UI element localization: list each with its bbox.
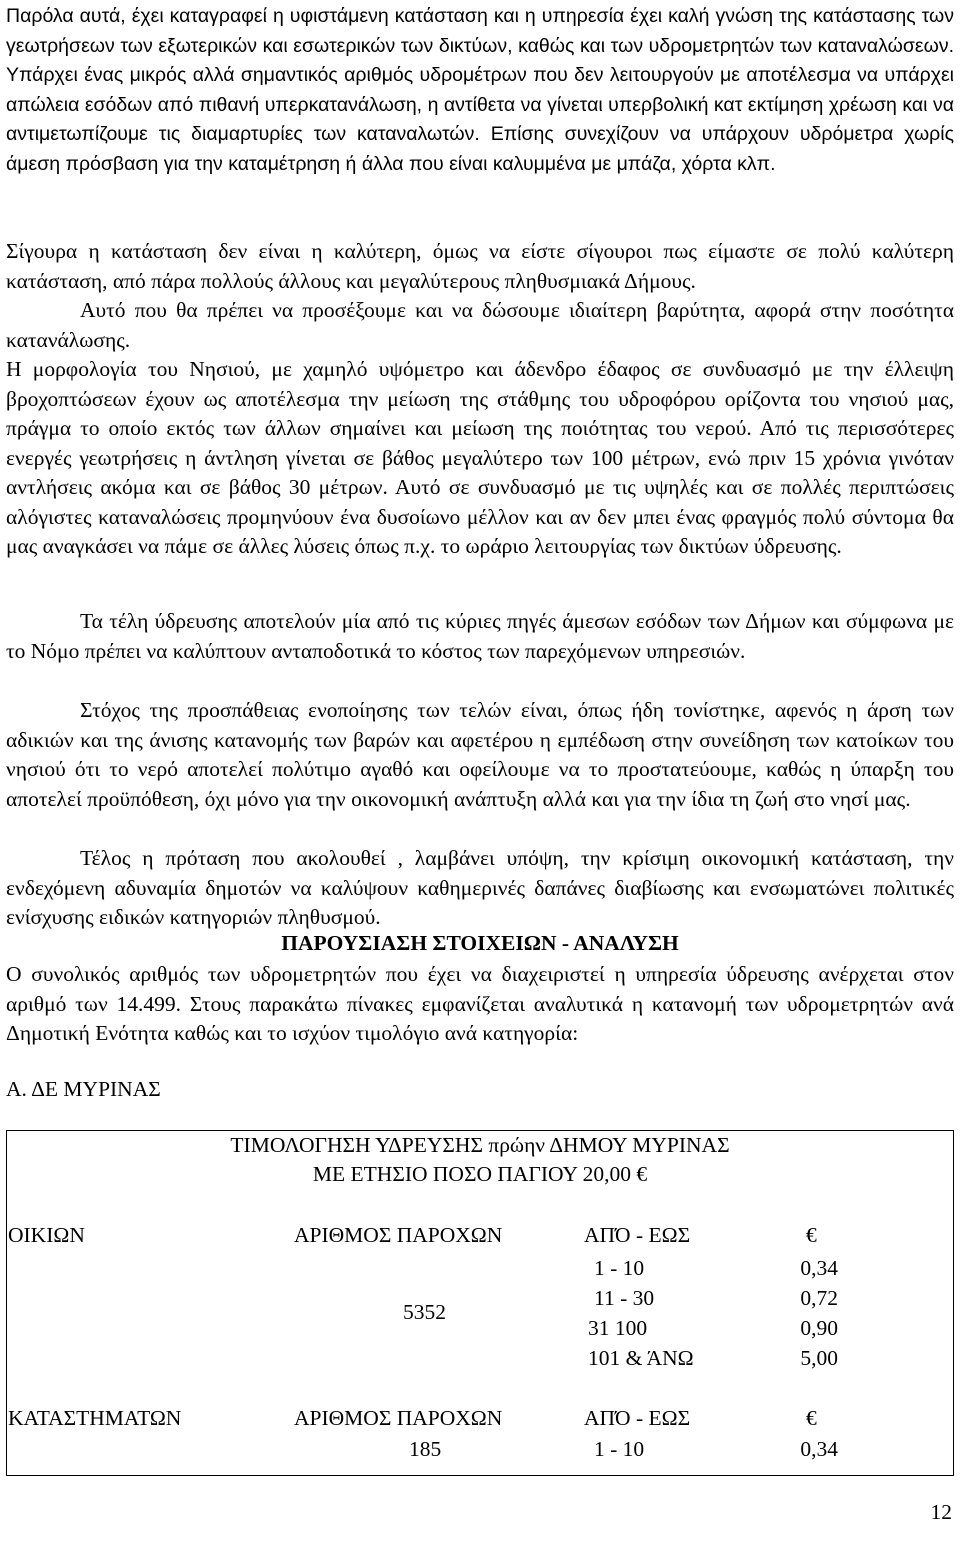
table-row-range: 11 - 30 (594, 1286, 655, 1310)
paragraph-4 (6, 355, 954, 562)
paragraph-text: Η μορφολογία του Νησιού, με χαμηλό υψόμετρο και άδενδρο έδαφος σε συνδυασμό με την έλλειψη βροχοπτώσεων έχουν ως αποτέλεσμα την μείωση της στάθμης του υδροφόρου ορίζοντα του νησιού μας, πράγμα το οποίο εκτός των άλλων σημαίνει και μείωση της ποιότητας του νερού. (6, 357, 954, 440)
shops-connections: 185 (409, 1437, 442, 1461)
paragraph-text: Αυτό σε συνδυασμό με τις υψηλές και σε πολλές περιπτώσεις αλόγιστες καταναλώσεις προμηνύουν ένα δυσοίωνο μέλλον και αν δεν μπει ένας φραγμός πολύ σύντομα θα μας αναγκάσει να πάμε σε άλλες λύσεις όπως π.χ. το ωράριο λειτουργίας των δικτύων ύδρευσης. (6, 475, 954, 558)
page-number: 12 (930, 1500, 952, 1524)
paragraph-text: Ο συνολικός αριθμός των υδρομετρητών που έχει να διαχειριστεί η υπηρεσία ύδρευσης ανέρχεται στον αριθμό των 14.499. Στους παρακάτω πίνακες εμφανίζεται αναλυτικά η κατανομή των υδρομετρητών ανά Δημοτική Ενότητα καθώς και το ισχύον τιμολόγιο ανά κατηγορία: (6, 962, 954, 1045)
header-connections: ΑΡΙΘΜΟΣ ΠΑΡΟΧΩΝ (294, 1223, 503, 1247)
paragraph-5 (6, 607, 954, 666)
table-row-price: 0,90 (800, 1316, 838, 1340)
table-row-range: 1 - 10 (594, 1437, 645, 1461)
table-title-line1: ΤΙΜΟΛΟΓΗΣΗ ΥΔΡΕΥΣΗΣ πρώην ΔΗΜΟΥ ΜΥΡΙΝΑΣ (230, 1133, 730, 1157)
table-row-range: 31 100 (588, 1316, 648, 1340)
paragraph-text: Επίσης συνεχίζουν να υπάρχουν υδρόμετρα χωρίς άμεση πρόσβαση για την καταμέτρηση ή άλλα που είναι καλυμμένα με μπάζα, χόρτα κλπ. (6, 123, 954, 175)
paragraph-text: Τα τέλη ύδρευσης αποτελούν μία από τις κύριες πηγές άμεσων εσόδων των Δήμων και σύμφωνα με το Νόμο πρέπει να καλύπτουν ανταποδοτικά το κόστος των παρεχόμενων υπηρεσιών. (6, 609, 954, 663)
paragraph-text: Από τις περισσότερες ενεργές γεωτρήσεις η άντληση γίνεται σε βάθος μεγαλύτερο των 100 μέτρων, ενώ πριν 15 χρόνια γινόταν αντλήσεις ακόμα και σε βάθος 30 μέτρων. (6, 416, 954, 499)
paragraph-text: Σίγουρα η κατάσταση δεν είναι η καλύτερη, όμως να είστε σίγουροι πως είμαστε σε πολύ καλύτερη κατάσταση, από πάρα πολλούς άλλους και μεγαλύτερους πληθυσμιακά Δήμους. (6, 239, 954, 293)
paragraph-3 (6, 296, 954, 355)
category-households: ΟΙΚΙΩΝ (8, 1223, 85, 1247)
table-title-line2: ΜΕ ΕΤΗΣΙΟ ΠΟΣΟ ΠΑΓΙΟΥ 20,00 € (312, 1162, 648, 1186)
table-row-price: 0,72 (800, 1286, 838, 1310)
paragraph-6 (6, 696, 954, 814)
paragraph-7 (6, 844, 954, 933)
header-range: ΑΠΌ - ΕΩΣ (584, 1406, 691, 1430)
table-row-price: 0,34 (800, 1437, 838, 1461)
header-currency: € (806, 1406, 817, 1430)
paragraph-text: Στόχος της προσπάθειας ενοποίησης των τελών είναι, όπως ήδη τονίστηκε, αφενός η άρση των αδικιών και της άνισης κατανομής των βαρών και αφετέρου η εμπέδωση στην συνείδηση των κατοίκων του νησιού ότι το νερό αποτελεί πολύτιμο αγαθό και οφείλουμε να το προστατεύουμε, καθώς η ύπαρξη του αποτελεί προϋπόθεση, όχι μόνο για την οικονομική ανάπτυξη αλλά και για την ίδια τη ζωή στο νησί μας. (6, 698, 954, 811)
paragraph-text: Υπάρχει ένας μικρός αλλά σημαντικός αριθμός υδρομέτρων που δεν λειτουργούν με αποτέλεσμα να υπάρχει απώλεια εσόδων από πιθανή υπερκατανάλωση, η αντίθετα να γίνεται υπερβολική κατ εκτίμηση χρέωση και να αντιμετωπίζουμε τις διαμαρτυρίες των καταναλωτών. (6, 64, 954, 145)
table-row-price: 5,00 (800, 1346, 838, 1370)
header-currency: € (806, 1223, 817, 1247)
paragraph-1 (6, 2, 954, 179)
header-range: ΑΠΌ - ΕΩΣ (584, 1223, 691, 1247)
section-label: Α. ΔΕ ΜΥΡΙΝΑΣ (6, 1077, 161, 1101)
table-row-range: 101 & ΆΝΩ (588, 1346, 694, 1370)
paragraph-text: Αυτό που θα πρέπει να προσέξουμε και να δώσουμε ιδιαίτερη βαρύτητα, αφορά στην ποσότητα κατανάλωσης. (6, 298, 954, 352)
households-connections: 5352 (403, 1300, 446, 1324)
paragraph-2 (6, 237, 954, 296)
paragraph-text: Τέλος η πρόταση που ακολουθεί , λαμβάνει υπόψη, την κρίσιμη οικονομική κατάσταση, την ενδεχόμενη αδυναμία δημοτών να καλύψουν καθημερινές δαπάνες διαβίωσης και ενσωματώνει πολιτικές ενίσχυσης ειδικών κατηγοριών πληθυσμού. (6, 846, 954, 929)
category-shops: ΚΑΤΑΣΤΗΜΑΤΩΝ (8, 1406, 182, 1430)
paragraph-text: Παρόλα αυτά, έχει καταγραφεί η υφιστάμενη κατάσταση και η υπηρεσία έχει καλή γνώση της κατάστασης των γεωτρήσεων των εξωτερικών και εσωτερικών των δικτύων, καθώς και των υδρομετρητών των καταναλώσεων. (6, 5, 954, 57)
header-connections: ΑΡΙΘΜΟΣ ΠΑΡΟΧΩΝ (294, 1406, 503, 1430)
table-row-range: 1 - 10 (594, 1256, 645, 1280)
section-heading: ΠΑΡΟΥΣΙΑΣΗ ΣΤΟΙΧΕΙΩΝ - ΑΝΑΛΥΣΗ (281, 931, 679, 955)
intro-paragraph (6, 960, 954, 1049)
table-row-price: 0,34 (800, 1256, 838, 1280)
